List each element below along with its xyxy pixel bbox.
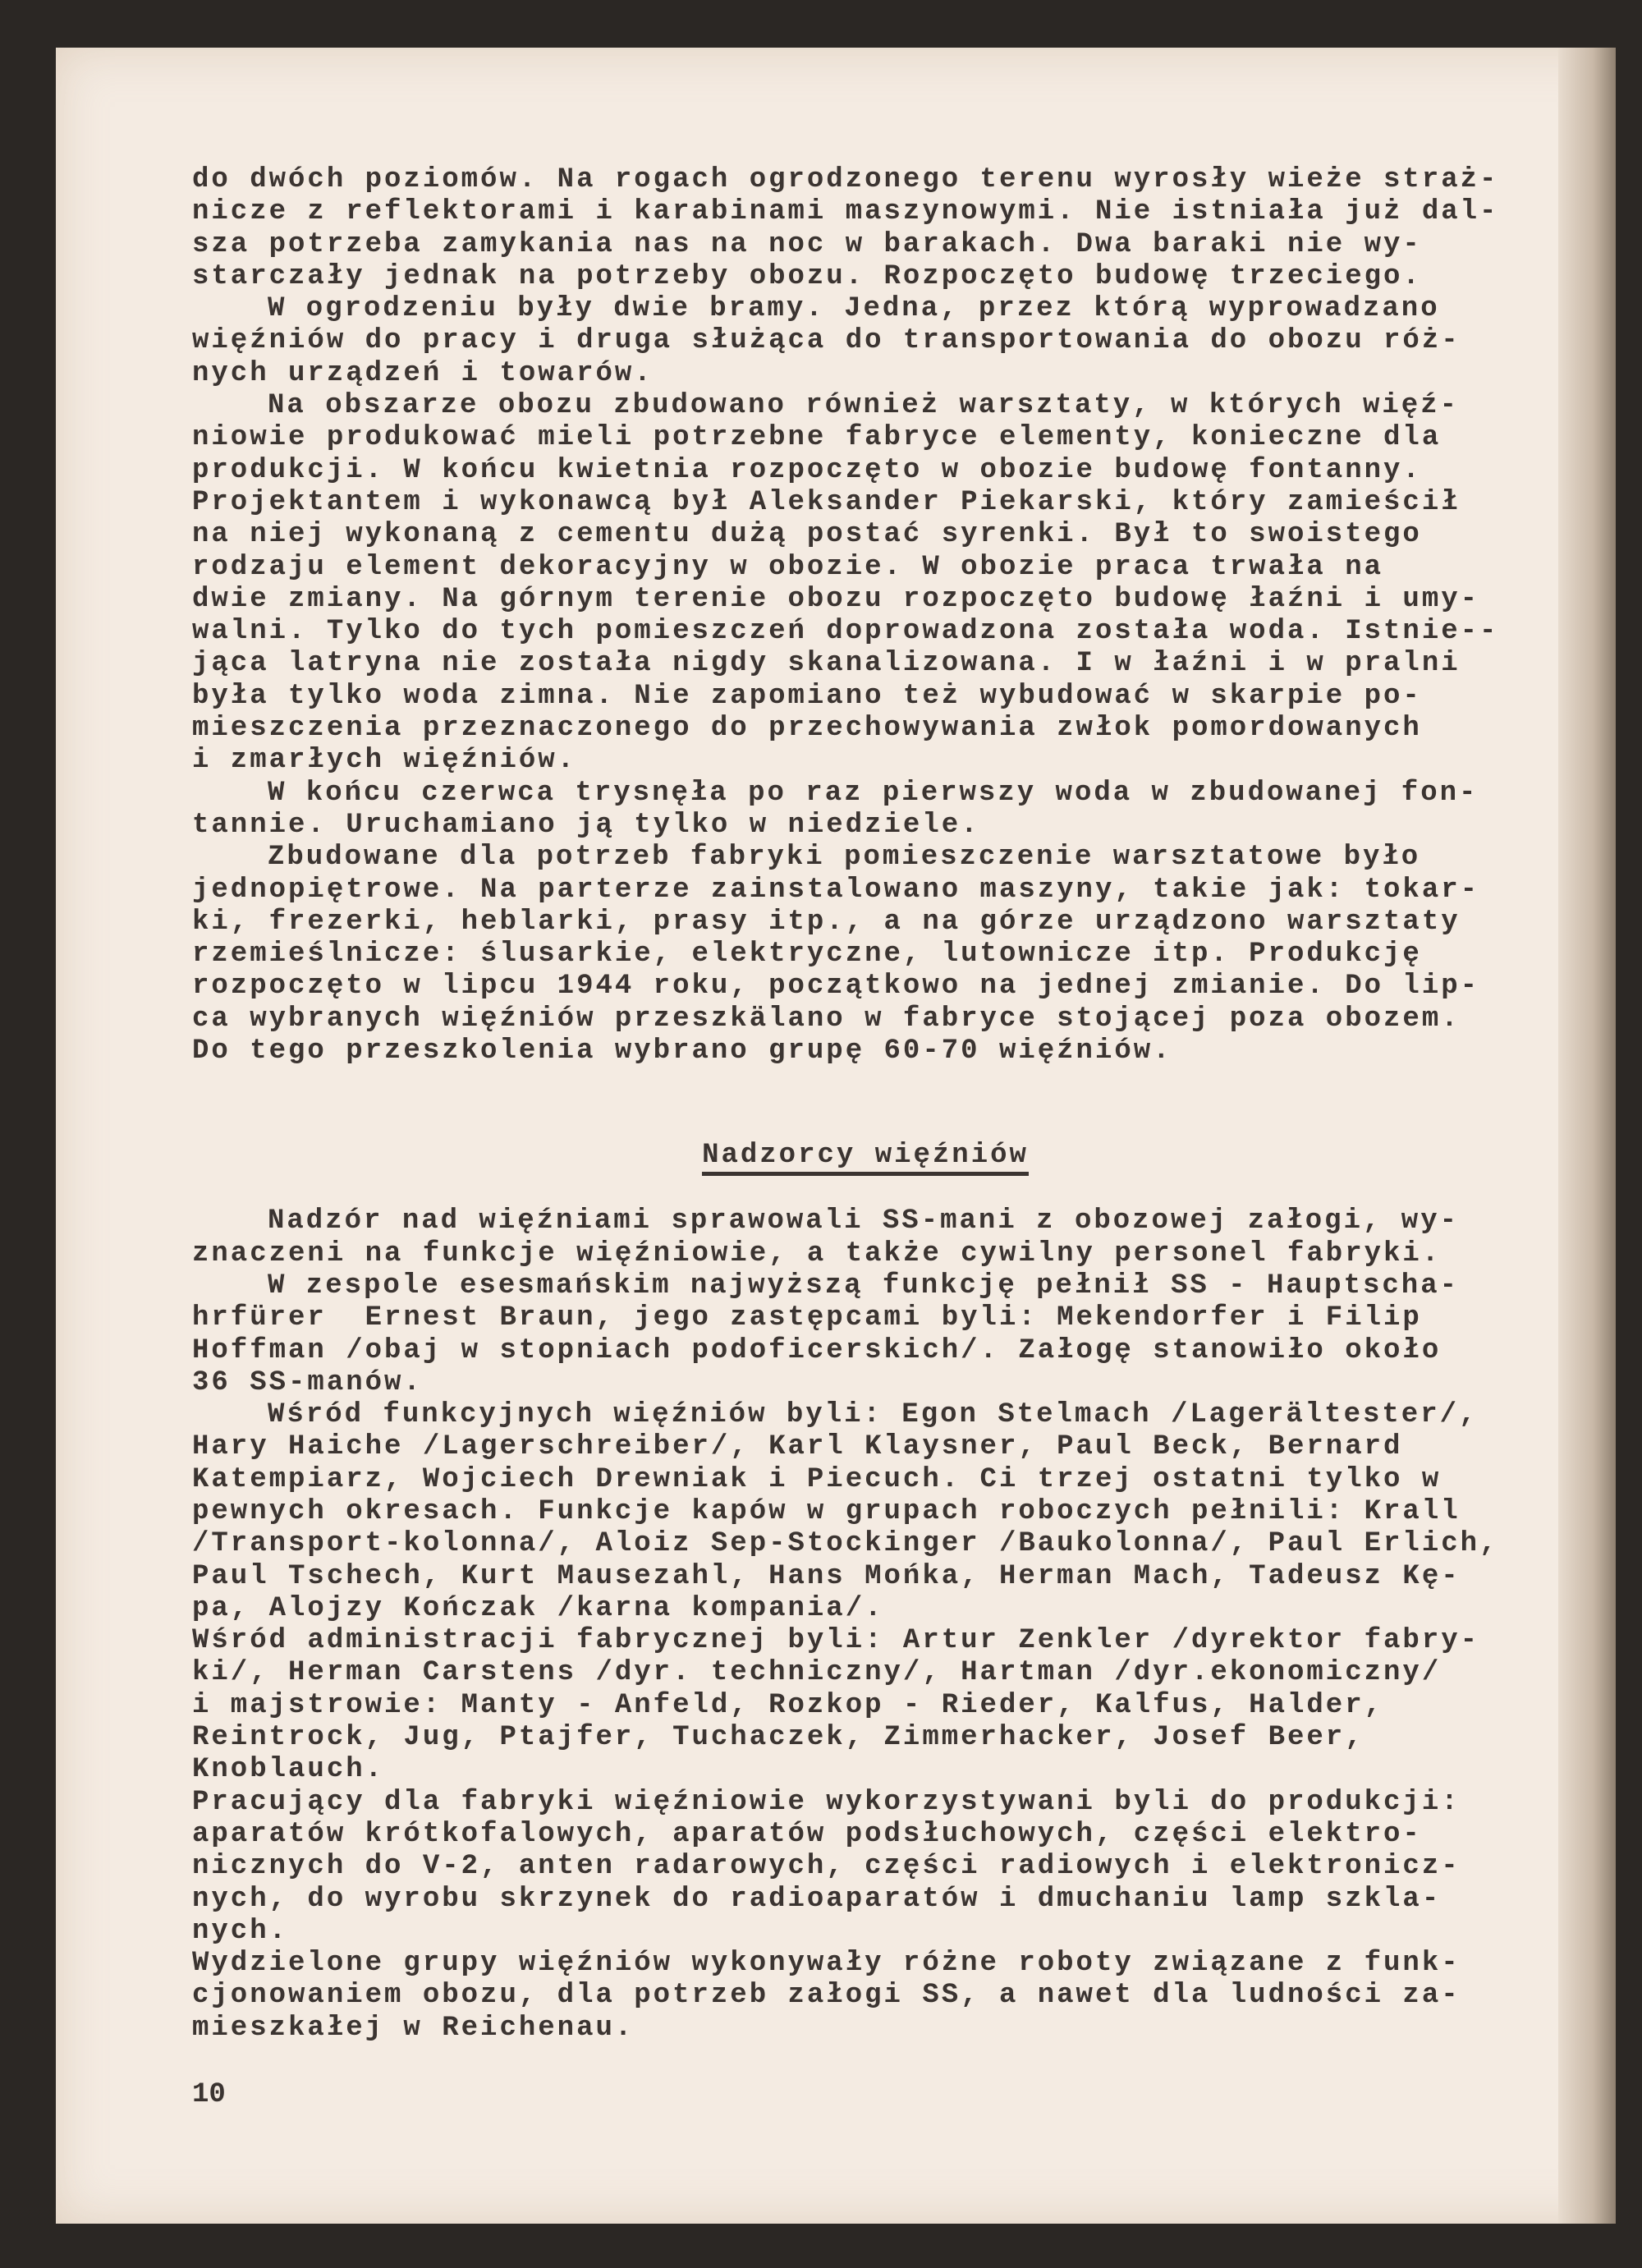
text-line: Katempiarz, Wojciech Drewniak i Piecuch. Ci trzej ostatni tylko w [192,1463,1442,1495]
text-line: pewnych okresach. Funkcje kapów w grupach roboczych pełnili: Krall [192,1495,1461,1527]
text-line: znaczeni na funkcje więźniowie, a także cywilny personel fabryki. [192,1237,1442,1269]
page-spine-shadow [1558,48,1616,2224]
text-line: Reintrock, Jug, Ptajfer, Tuchaczek, Zimmerhacker, Josef Beer, [192,1722,1365,1754]
text-line: i majstrowie: Manty - Anfeld, Rozkop - Rieder, Kalfus, Halder, [192,1689,1384,1721]
text-line: Do tego przeszkolenia wybrano grupę 60-70 więźniów. [192,1035,1172,1067]
text-line: więźniów do pracy i druga służąca do transportowania do obozu róż- [192,325,1461,357]
text-line: W ogrodzeniu były dwie bramy. Jedna, przez którą wyprowadzano [268,293,1440,325]
section-heading-wrap [192,1140,1539,1176]
text-line: nych urządzeń i towarów. [192,357,654,389]
text-line: do dwóch poziomów. Na rogach ogrodzonego terenu wyrosły wieże straż- [192,164,1499,195]
body-text [192,164,1539,2045]
text-line: rzemieślnicze: ślusarkie, elektryczne, lutownicze itp. Produkcję [192,939,1422,971]
text-line: cjonowaniem obozu, dla potrzeb załogi SS, a nawet dla ludności za- [192,1980,1461,2012]
text-line: Pracujący dla fabryki więźniowie wykorzystywani byli do produkcji: [192,1786,1461,1818]
text-line: /Transport-kolonna/, Aloiz Sep-Stockinger /Baukolonna/, Paul Erlich, [192,1528,1499,1560]
text-line: W zespole esesmańskim najwyższą funkcję pełnił SS - Hauptscha- [268,1269,1460,1302]
text-line: Hary Haiche /Lagerschreiber/, Karl Klaysner, Paul Beck, Bernard [192,1431,1403,1463]
text-line: Wydzielone grupy więźniów wykonywały różne roboty związane z funk- [192,1948,1461,1980]
text-line: Paul Tschech, Kurt Mausezahl, Hans Mońka, Herman Mach, Tadeusz Kę- [192,1560,1461,1592]
text-line: Wśród funkcyjnych więźniów byli: Egon Stelmach /Lagerältester/, [268,1399,1479,1431]
text-line: rodzaju element dekoracyjny w obozie. W obozie praca trwała na [192,551,1384,583]
text-line: W końcu czerwca trysnęła po raz pierwszy woda w zbudowanej fon- [268,777,1479,809]
text-line: na niej wykonaną z cementu dużą postać syrenki. Był to swoistego [192,519,1422,551]
text-line: walni. Tylko do tych pomieszczeń doprowadzona została woda. Istnie-- [192,616,1499,648]
text-line: Na obszarze obozu zbudowano również warsztaty, w których więź- [268,390,1460,422]
document-page [56,48,1616,2224]
text-line: mieszkałej w Reichenau. [192,2012,635,2044]
text-line: nicznych do V-2, anten radarowych, części radiowych i elektronicz- [192,1851,1461,1883]
text-line: jąca latryna nie została nigdy skanalizowana. I w łaźni i w pralni [192,648,1461,680]
text-line: Knoblauch. [192,1754,385,1786]
text-line: ki/, Herman Carstens /dyr. techniczny/, Hartman /dyr.ekonomiczny/ [192,1657,1442,1689]
text-line: hrfürer Ernest Braun, jego zastępcami byli: Mekendorfer i Filip [192,1302,1422,1334]
text-line: rozpoczęto w lipcu 1944 roku, początkowo na jednej zmianie. Do lip- [192,971,1480,1003]
page-number: 10 [192,2079,226,2110]
text-line: starczały jednak na potrzeby obozu. Rozpoczęto budowę trzeciego. [192,260,1422,292]
section-overseers [192,1205,1539,2045]
text-line: sza potrzeba zamykania nas na noc w barakach. Dwa baraki nie wy- [192,228,1422,260]
text-line: aparatów krótkofalowych, aparatów podsłuchowych, części elektro- [192,1818,1422,1850]
text-line: ki, frezerki, heblarki, prasy itp., a na górze urządzono warsztaty [192,906,1461,938]
text-line: 36 SS-manów. [192,1366,423,1398]
text-line: mieszczenia przeznaczonego do przechowywania zwłok pomordowanych [192,713,1422,745]
text-line: ca wybranych więźniów przeszkälano w fabryce stojącej poza obozem. [192,1003,1461,1035]
text-line: i zmarłych więźniów. [192,745,577,777]
text-line: była tylko woda zimna. Nie zapomiano też wybudować w skarpie po- [192,680,1422,712]
text-line: jednopiętrowe. Na parterze zainstalowano maszyny, takie jak: tokar- [192,874,1480,906]
text-line: Nadzór nad więźniami sprawowali SS-mani z obozowej załogi, wy- [268,1205,1460,1237]
text-line: Projektantem i wykonawcą był Aleksander Piekarski, który zamieścił [192,486,1461,518]
text-line: Wśród administracji fabrycznej byli: Artur Zenkler /dyrektor fabry- [192,1625,1480,1657]
text-line: Hoffman /obaj w stopniach podoficerskich/. Załogę stanowiło około [192,1334,1442,1366]
text-line: nicze z reflektorami i karabinami maszynowymi. Nie istniała już dal- [192,196,1499,228]
text-line: nych, do wyrobu skrzynek do radioaparatów i dmuchaniu lamp szkla- [192,1883,1442,1915]
text-line: nych. [192,1915,289,1947]
text-line: tannie. Uruchamiano ją tylko w niedziele. [192,809,980,841]
text-line: niowie produkować mieli potrzebne fabryce elementy, konieczne dla [192,422,1442,454]
text-line: produkcji. W końcu kwietnia rozpoczęto w obozie budowę fontanny. [192,454,1422,486]
text-line: Zbudowane dla potrzeb fabryki pomieszczenie warsztatowe było [268,842,1421,874]
section-heading: Nadzorcy więźniów [702,1141,1029,1176]
text-line: dwie zmiany. Na górnym terenie obozu rozpoczęto budowę łaźni i umy- [192,583,1480,615]
section-intro [192,164,1539,1067]
text-line: pa, Alojzy Kończak /karna kompania/. [192,1592,884,1624]
